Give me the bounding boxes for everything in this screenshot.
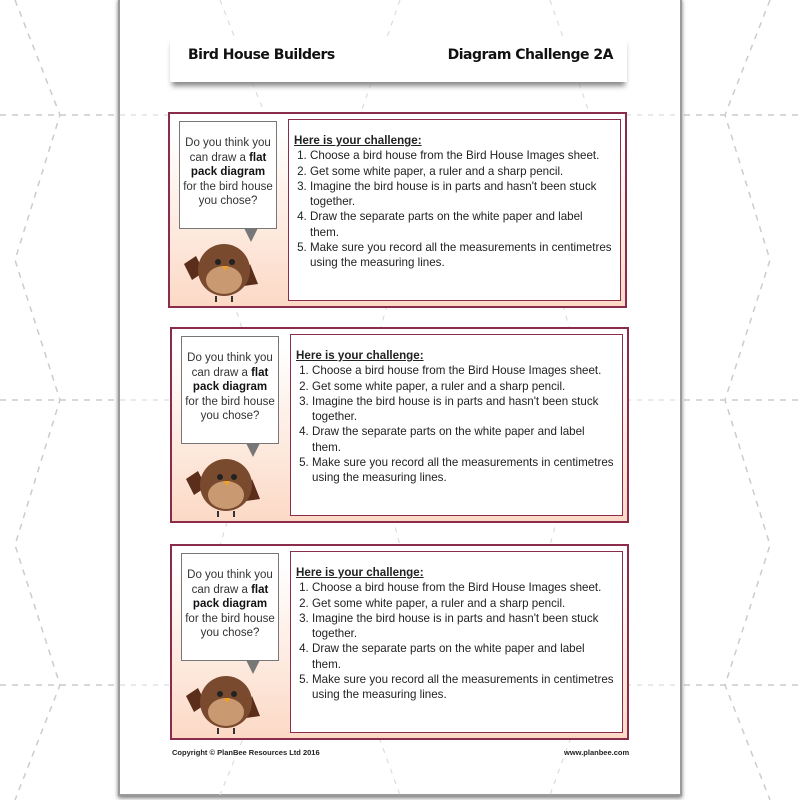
challenge-instructions [290, 551, 623, 733]
worksheet-subtitle: Diagram Challenge 2A [447, 47, 613, 63]
website-url: www.planbee.com [564, 748, 630, 757]
question-text: Do you think you can draw a [187, 569, 273, 596]
challenge-card [170, 327, 629, 523]
question-text-end: for the bird house you chose? [183, 180, 273, 207]
challenge-step: 4. Draw the separate parts on the white paper and label them. [310, 209, 612, 240]
challenge-heading: Here is your challenge: [296, 566, 424, 579]
speech-bubble [181, 336, 279, 444]
challenge-step: 1. Choose a bird house from the Bird House Images sheet. [310, 148, 612, 163]
speech-bubble [179, 121, 277, 229]
challenge-step: 3. Imagine the bird house is in parts and hasn't been stuck together. [312, 394, 614, 425]
challenge-step: 2. Get some white paper, a ruler and a sharp pencil. [310, 164, 612, 179]
challenge-step: 3. Imagine the bird house is in parts and hasn't been stuck together. [312, 611, 614, 642]
challenge-step: 5. Make sure you record all the measurements in centimetres using the measuring lines. [310, 240, 612, 271]
challenge-instructions [290, 334, 623, 516]
challenge-step: 2. Get some white paper, a ruler and a sharp pencil. [312, 596, 614, 611]
challenge-step: 2. Get some white paper, a ruler and a sharp pencil. [312, 379, 614, 394]
question-text-end: for the bird house you chose? [185, 395, 275, 422]
question-text: Do you think you can draw a [187, 352, 273, 379]
challenge-step: 1. Choose a bird house from the Bird House Images sheet. [312, 580, 614, 595]
challenge-step: 1. Choose a bird house from the Bird House Images sheet. [312, 363, 614, 378]
question-bold-text: flat pack diagram [192, 366, 269, 393]
challenge-steps [296, 580, 614, 702]
challenge-step: 5. Make sure you record all the measurements in centimetres using the measuring lines. [312, 455, 614, 486]
challenge-instructions [288, 119, 621, 301]
question-bold-text: flat pack diagram [192, 583, 269, 610]
copyright-text: Copyright © PlanBee Resources Ltd 2016 [172, 748, 320, 757]
worksheet-title: Bird House Builders [188, 47, 335, 63]
bird-mascot-icon [184, 668, 264, 736]
speech-bubble [181, 553, 279, 661]
question-text-end: for the bird house you chose? [185, 612, 275, 639]
challenge-steps [294, 148, 612, 270]
challenge-step: 5. Make sure you record all the measurements in centimetres using the measuring lines. [312, 672, 614, 703]
bird-mascot-icon [184, 451, 264, 519]
challenge-card [168, 112, 627, 308]
bird-mascot-icon [182, 236, 262, 304]
challenge-step: 4. Draw the separate parts on the white paper and label them. [312, 641, 614, 672]
page-header [170, 36, 627, 82]
challenge-steps [296, 363, 614, 485]
challenge-heading: Here is your challenge: [296, 349, 424, 362]
challenge-step: 3. Imagine the bird house is in parts and hasn't been stuck together. [310, 179, 612, 210]
challenge-step: 4. Draw the separate parts on the white paper and label them. [312, 424, 614, 455]
question-bold-text: flat pack diagram [190, 151, 267, 178]
challenge-heading: Here is your challenge: [294, 134, 422, 147]
worksheet-page [118, 0, 682, 796]
question-text: Do you think you can draw a [185, 137, 271, 164]
challenge-card [170, 544, 629, 740]
